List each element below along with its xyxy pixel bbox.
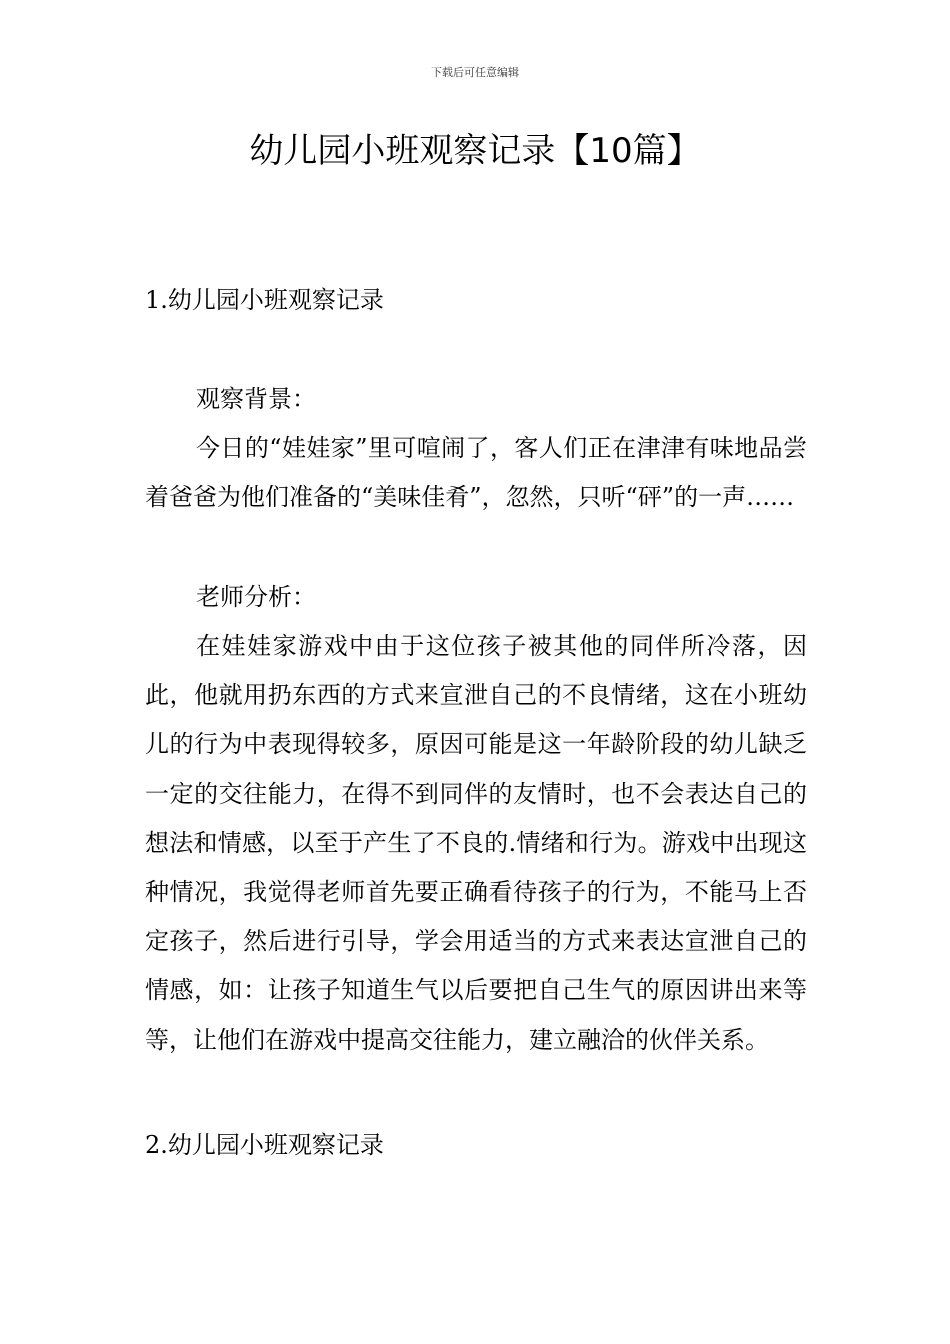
header-note: 下载后可任意编辑 [431,66,519,79]
background-paragraph: 今日的“娃娃家”里可喧闹了，客人们正在津津有味地品尝着爸爸为他们准备的“美味佳肴”，忽然，只听“砰”的一声…… [145,434,807,512]
background-label: 观察背景： [196,385,316,413]
section-heading-2: 2.幼儿园小班观察记录 [145,1131,384,1159]
analysis-paragraph: 在娃娃家游戏中由于这位孩子被其他的同伴所冷落，因此，他就用扔东西的方式来宣泄自己的不良情绪，这在小班幼儿的行为中表现得较多，原因可能是这一年龄阶段的幼儿缺乏一定的交往能力，在得不到同伴的友情时，也不会表达自己的想法和情感，以至于产生了不良的.情绪和行为。游戏中出现这种情况，我觉得老师首先要正确看待孩子的行为，不能马上否定孩子，然后进行引导，学会用适当的方式来表达宣泄自己的情感，如：让孩子知道生气以后要把自己生气的原因讲出来等等，让他们在游戏中提高交往能力，建立融洽的伙伴关系。 [145,632,807,1054]
analysis-label: 老师分析： [196,583,316,611]
section-heading-1: 1.幼儿园小班观察记录 [145,286,384,314]
document-title: 幼儿园小班观察记录【10篇】 [249,131,701,171]
